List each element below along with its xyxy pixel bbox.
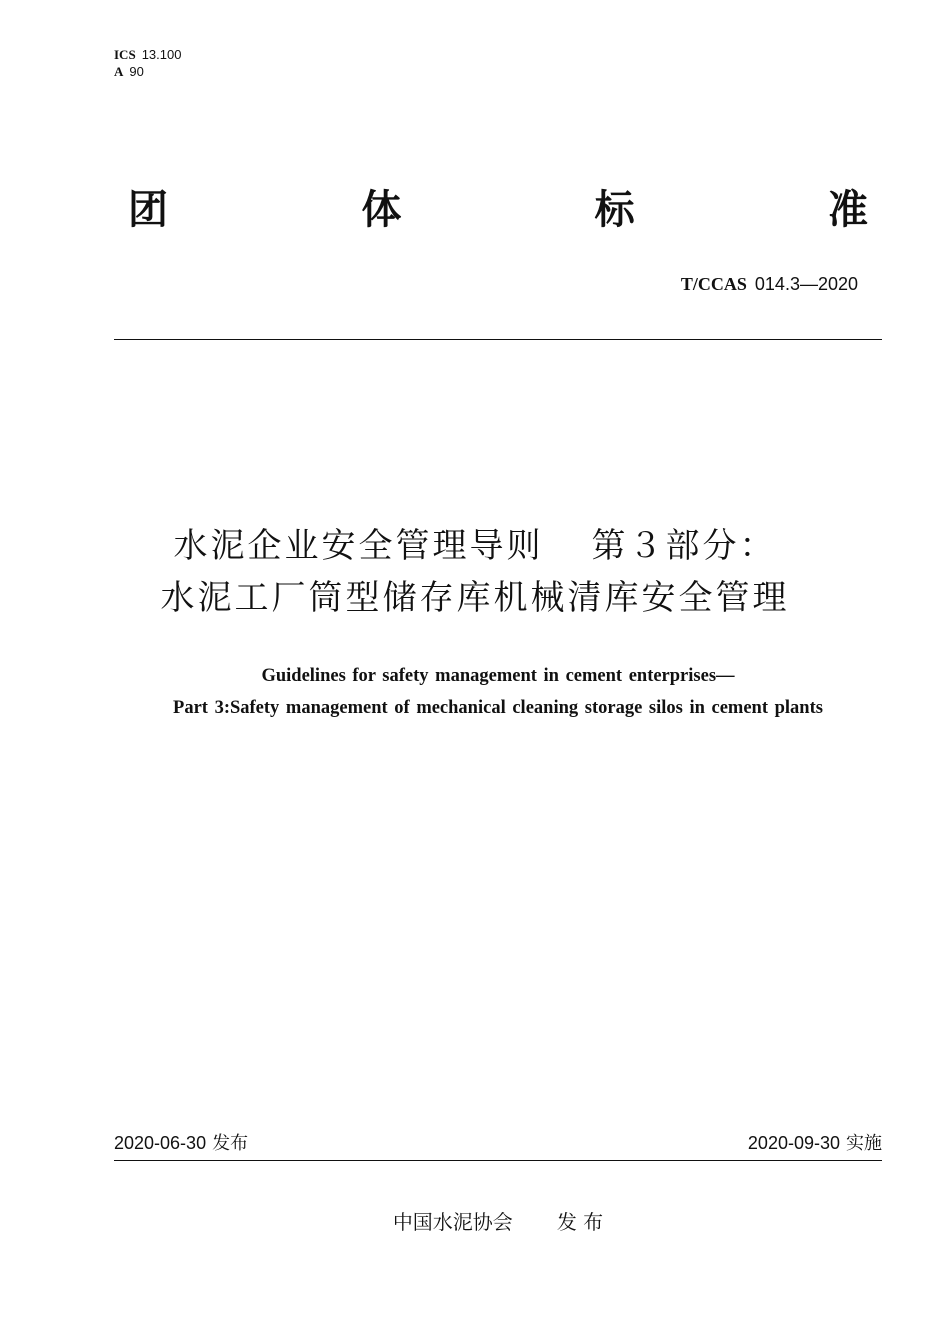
standard-type-char: 准 <box>827 187 868 233</box>
standard-code <box>681 272 858 297</box>
chinese-title-part: 第３部分： <box>591 526 777 566</box>
ccs-line <box>114 63 181 80</box>
chinese-title <box>0 520 950 624</box>
standard-type-char: 标 <box>594 187 635 233</box>
ccs-value: 90 <box>129 64 144 79</box>
chinese-title-main: 水泥企业安全管理导则 <box>173 526 544 566</box>
standard-code-number: 014.3—2020 <box>754 274 858 294</box>
issuer-name: 中国水泥协会 <box>392 1210 513 1234</box>
standard-type-char: 团 <box>128 187 168 233</box>
standard-type-char: 体 <box>361 187 402 233</box>
implement-date: 2020-09-30 <box>747 1133 840 1153</box>
publish-label: 发布 <box>212 1133 249 1154</box>
ccs-label: A <box>114 64 124 79</box>
implement-label: 实施 <box>846 1133 882 1154</box>
publish-date-block <box>114 1130 248 1157</box>
publish-date: 2020-06-30 <box>114 1133 207 1153</box>
chinese-title-line-1 <box>0 520 950 572</box>
classification-codes <box>114 46 181 80</box>
implement-date-block <box>748 1130 882 1157</box>
english-title-line-1: Guidelines for safety management in cement enterprises— <box>261 666 735 686</box>
standard-type-heading <box>114 180 882 240</box>
english-title <box>0 660 950 724</box>
top-divider <box>114 339 882 340</box>
bottom-divider <box>114 1160 882 1161</box>
ics-value: 13.100 <box>141 47 182 62</box>
issuer-line <box>0 1207 950 1237</box>
issuer-action: 发 布 <box>556 1210 604 1234</box>
chinese-title-line-2: 水泥工厂筒型储存库机械清库安全管理 <box>160 578 790 618</box>
standard-code-prefix: T/CCAS <box>680 274 747 294</box>
english-title-line-2: Part 3:Safety management of mechanical cleaning storage silos in cement plants <box>173 698 823 718</box>
ics-line <box>114 46 181 63</box>
ics-label: ICS <box>114 47 136 62</box>
